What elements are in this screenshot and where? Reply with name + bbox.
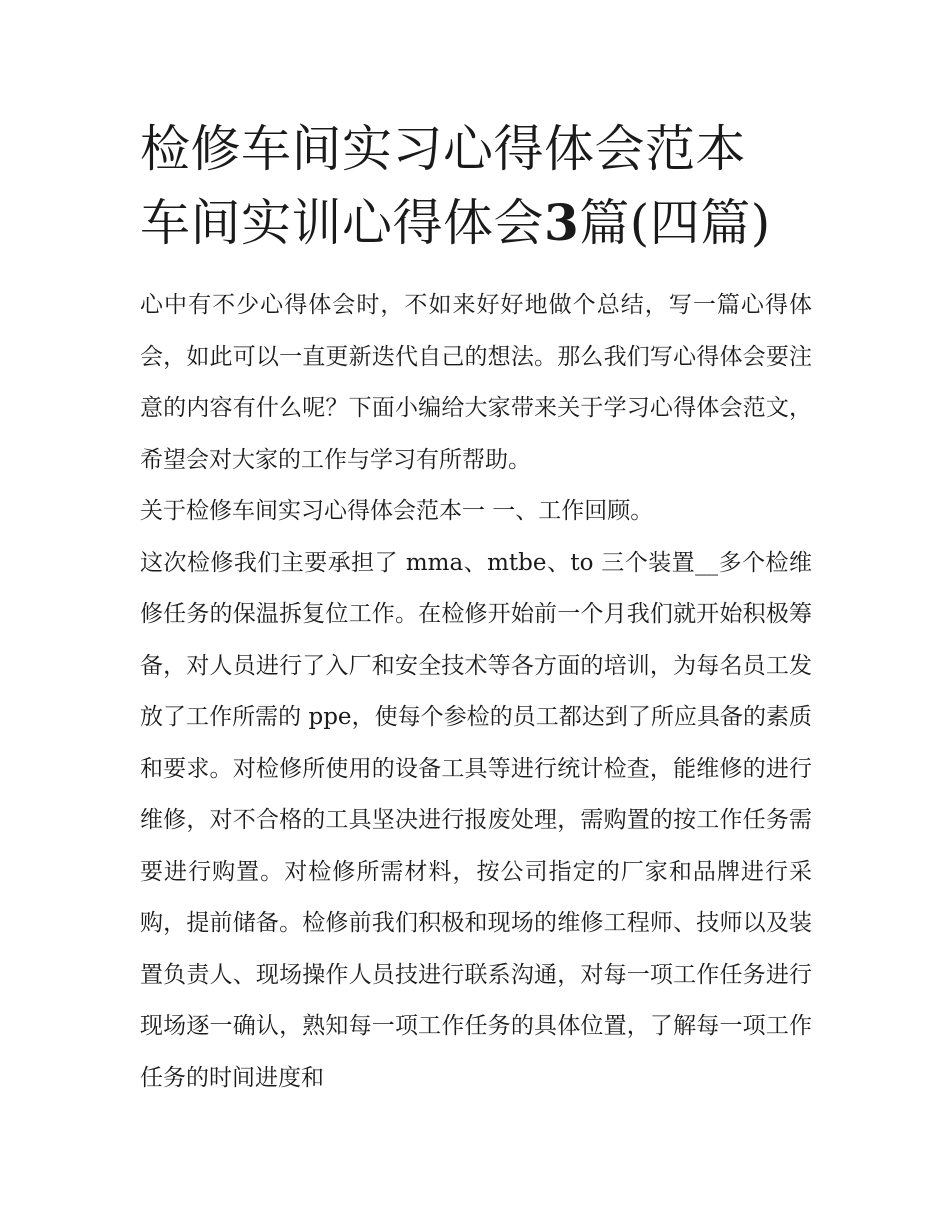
paragraph-section-heading: 关于检修车间实习心得体会范本一 一、工作回顾。 [140,498,654,524]
document-page [140,112,812,1104]
document-title [140,112,812,260]
document-body [140,280,812,1104]
title-text-part1: 检修车间实习心得体会范本 车间实训心得体会 [140,120,746,252]
title-text-part2: 篇(四篇) [579,194,771,252]
paragraph-intro: 心中有不少心得体会时，不如来好好地做个总结，写一篇心得体会，如此可以一直更新迭代自己的想法。那么我们写心得体会要注意的内容有什么呢？下面小编给大家带来关于学习心得体会范文，希望会对大家的工作与学习有所帮助。 [140,292,812,473]
paragraph-work-review: 这次检修我们主要承担了 mma、mtbe、to 三个装置__多个检维修任务的保温拆复位工作。在检修开始前一个月我们就开始积极筹备，对人员进行了入厂和安全技术等各方面的培训，为每名员工发放了工作所需的 ppe，使每个参检的员工都达到了所应具备的素质和要求。对检修所使用的设备工具等进行统计检查，能维修的进行维修，对不合格的工具坚决进行报废处理，需购置的按工作任务需要进行购置。对检修所需材料，按公司指定的厂家和品牌进行采购，提前储备。检修前我们积极和现场的维修工程师、技师以及装置负责人、现场操作人员技进行联系沟通，对每一项工作任务进行现场逐一确认，熟知每一项工作任务的具体位置，了解每一项工作任务的时间进度和 [140,549,812,1091]
title-number: 3 [544,193,580,252]
